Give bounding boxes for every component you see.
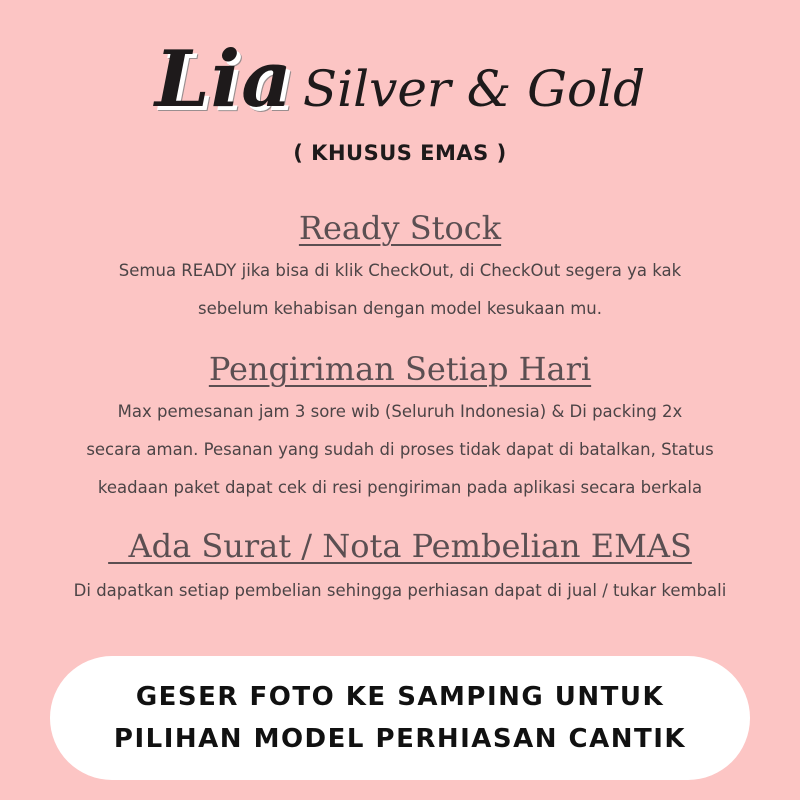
receipt-text [20, 572, 780, 610]
shipping-text [20, 393, 780, 507]
heading-receipt: Ada Surat / Nota Pembelian EMAS [108, 527, 692, 565]
ready-stock-text [20, 252, 780, 328]
heading-ready-stock: Ready Stock [298, 209, 502, 247]
ready-stock-line-2: sebelum kehabisan dengan model kesukaan mu. [197, 299, 603, 318]
logo-main-text: Lia [154, 34, 293, 125]
shipping-line-1: Max pemesanan jam 3 sore wib (Seluruh Indonesia) & Di packing 2x [117, 402, 683, 421]
ready-stock-line-1: Semua READY jika bisa di klik CheckOut, di CheckOut segera ya kak [118, 261, 682, 280]
brand-subtitle: ( KHUSUS EMAS ) [293, 141, 507, 165]
brand-logo [0, 34, 800, 125]
swipe-banner-line-2: PILIHAN MODEL PERHIASAN CANTIK [113, 724, 687, 754]
shipping-line-2: secara aman. Pesanan yang sudah di proses tidak dapat di batalkan, Status [86, 440, 714, 459]
logo-secondary-text: Silver & Gold [302, 60, 646, 118]
heading-shipping: Pengiriman Setiap Hari [208, 350, 592, 388]
swipe-banner-line-1: GESER FOTO KE SAMPING UNTUK [135, 682, 665, 712]
receipt-line-1: Di dapatkan setiap pembelian sehingga perhiasan dapat di jual / tukar kembali [73, 581, 727, 600]
swipe-banner [50, 656, 750, 780]
shipping-line-3: keadaan paket dapat cek di resi pengiriman pada aplikasi secara berkala [97, 478, 703, 497]
